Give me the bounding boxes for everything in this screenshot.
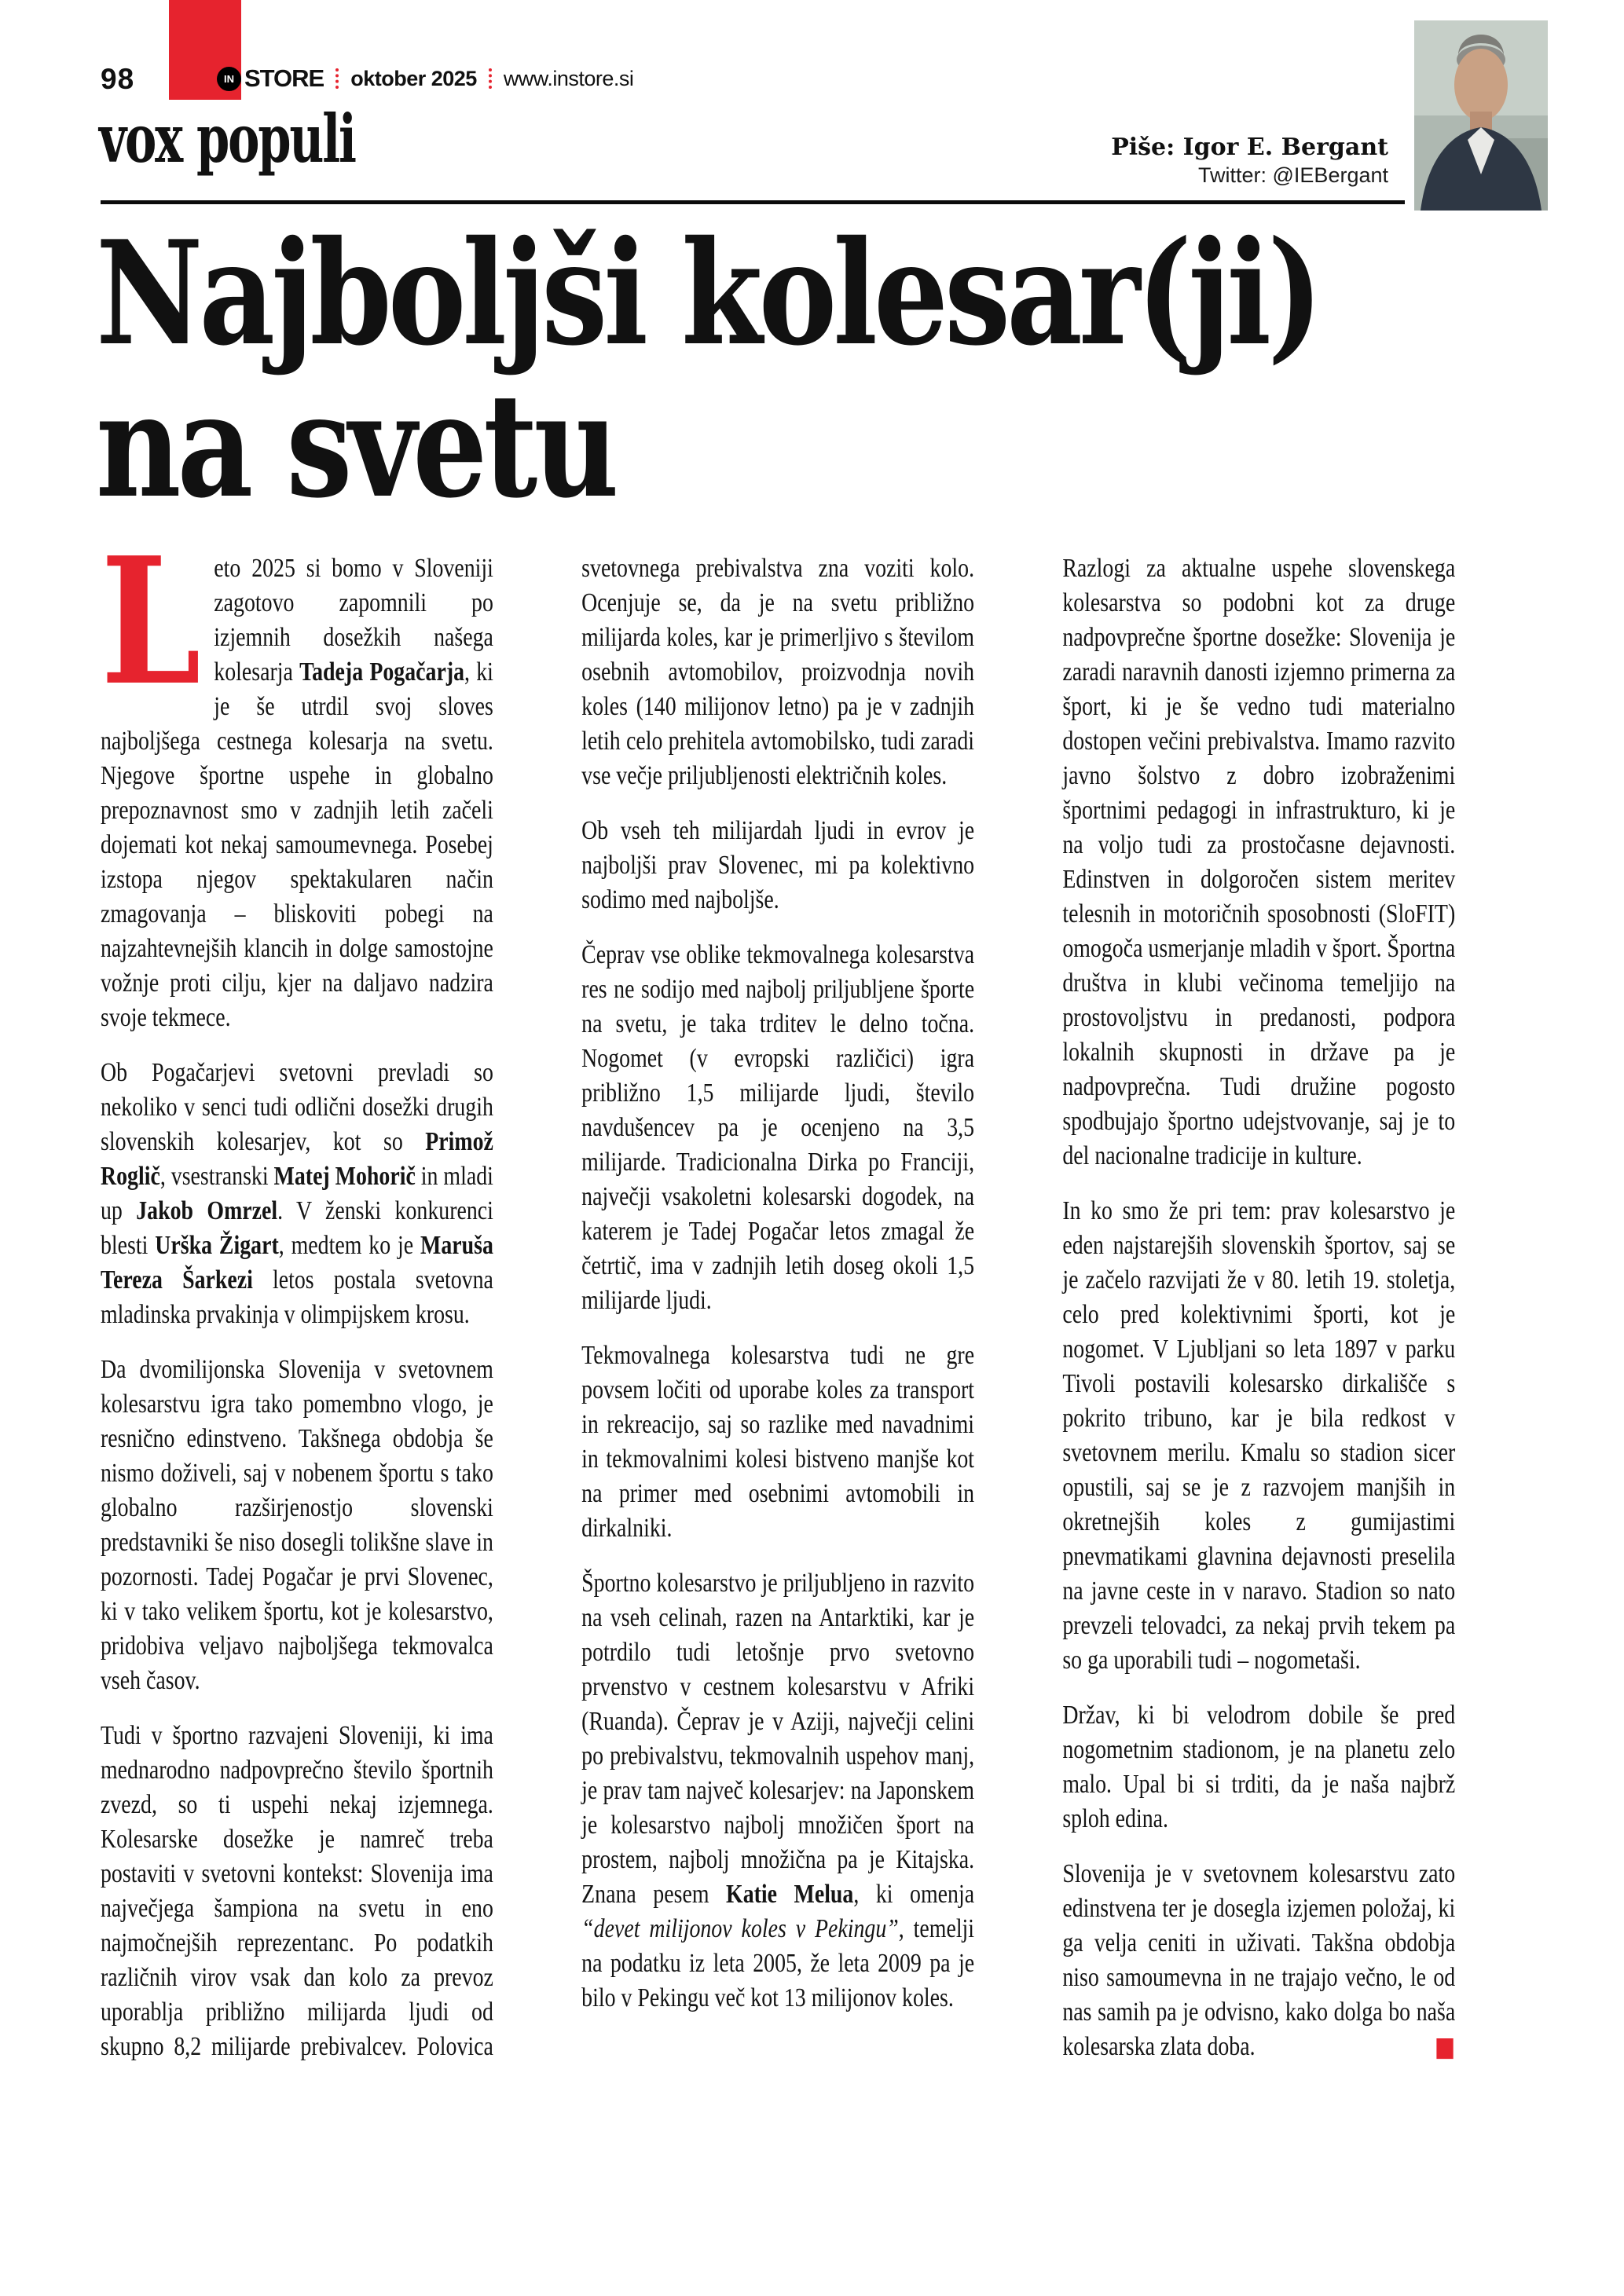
author-photo bbox=[1414, 20, 1548, 211]
article-paragraph: Leto 2025 si bomo v Sloveniji zagotovo zapomnili po izjemnih dosežkih našega kolesarja Tadeja Pogačarja, ki je še utrdil svoj sloves najboljšega cestnega kolesarja na svetu. Njegove športne uspehe in globalno prepoznavnost smo v zadnjih letih začeli dojemati kot nekaj samoumevnega. Posebej izstopa njegov spektakularen način zmagovanja – bliskoviti pobegi na najzahtevnejših klancih in dolge samostojne vožnje proti cilju, kjer na daljavo nadzira svoje tekmece. bbox=[101, 520, 493, 1032]
article-paragraph: Tudi v športno razvajeni Sloveniji, ki ima mednarodno nadpovprečno število športnih zvezd, so ti uspehi nekaj izjemnega. Kolesarske dosežke je namreč treba postaviti v svetovni kontekst: Slovenija ima največjega šampiona na svetu in eno najmočnejših reprezentanc. Po podatkih različnih virov vsak dan kolo za prevoz uporablja približno milijarda ljudi od skupno 8,2 milijarde prebivalcev. Polovica svetovnega prebivalstva zna voziti kolo. Ocenjuje se, da je na svetu približno milijarda koles, kar je primerljivo s številom osebnih avtomobilov, proizvodnja novih koles (140 milijonov letno) pa je v zadnjih letih celo prehitela avtomobilsko, tudi zaradi vse večje priljubljenosti električnih koles. bbox=[101, 554, 975, 2061]
section-rule bbox=[101, 200, 1405, 204]
author-credit: Piše: Igor E. Bergant bbox=[1111, 134, 1388, 161]
article-paragraph: Športno kolesarstvo je priljubljeno in razvito na vseh celinah, razen na Antarktiki, kar je potrdilo tudi letošnje prvo svetovno prvenstvo v cestnem kolesarstvu v Afriki (Ruanda). Čeprav je v Aziji, največji celini po prebivalstvu, tekmovalnih uspehov manj, je prav tam največ kolesarjev: na Japonskem je kolesarstvo najbolj množičen šport na prostem, najbolj množična pa je Kitajska. Znana pesem Katie Melua, ki omenja “devet milijonov koles v Pekingu”, temelji na podatku iz leta 2005, že leta 2009 pa je bilo v Pekingu več kot 13 milijonov koles. bbox=[581, 1569, 975, 2012]
article-paragraph: Ob vseh teh milijardah ljudi in evrov je najboljši prav Slovenec, mi pa kolektivno sodimo med najboljše. bbox=[581, 816, 975, 914]
headline bbox=[96, 209, 1319, 529]
author-twitter: Twitter: @IEBergant bbox=[1198, 163, 1388, 187]
article-paragraph: Čeprav vse oblike tekmovalnega kolesarstva res ne sodijo med najbolj priljubljene športe na svetu, je taka trditev le delno točna. Nogomet (v evropski različici) igra približno 1,5 milijarde ljudi, število navdušencev pa je ocenjeno na 3,5 milijarde. Tradicionalna Dirka po Franciji, največji vsakoletni kolesarski dogodek, na katerem je Tadej Pogačar letos zmagal že četrtič, ima v zadnjih letih doseg okoli 1,5 milijarde ljudi. bbox=[581, 940, 975, 1315]
header-divider bbox=[335, 68, 339, 89]
issue-date: oktober 2025 bbox=[350, 66, 477, 90]
section-title: vox populi bbox=[99, 100, 355, 178]
article-end-marker: ■ bbox=[1434, 2031, 1456, 2063]
article-paragraph: Ob Pogačarjevi svetovni prevladi so nekoliko v senci tudi odlični dosežki drugih slovenskih kolesarjev, kot so Primož Roglič, vsestranski Matej Mohorič in mladi up Jakob Omrzel. V ženski konkurenci blesti Urška Žigart, medtem ko je Maruša Tereza Šarkezi letos postala svetovna mladinska prvakinja v olimpijskem krosu. bbox=[101, 1058, 493, 1329]
page-header bbox=[217, 64, 633, 93]
article-paragraph: Slovenija je v svetovnem kolesarstvu zato edinstvena ter je dosegla izjemen položaj, ki ga velja ceniti in uživati. Takšna obdobja niso samoumevna in ne trajajo večno, le od nas samih pa je odvisno, kako dolga bo naša kolesarska zlata doba. ■ bbox=[1062, 1859, 1456, 2063]
article-paragraph: Držav, ki bi velodrom dobile še pred nogometnim stadionom, je na planetu zelo malo. Upal bi si trditi, da je naša najbrž sploh edina. bbox=[1062, 1701, 1456, 1833]
logo-store-text: STORE bbox=[244, 64, 324, 92]
article-paragraph: In ko smo že pri tem: prav kolesarstvo je eden najstarejših slovenskih športov, saj se je začelo razvijati že v 80. letih 19. stoletja, celo pred kolektivnimi športi, kot je nogomet. V Ljubljani so leta 1897 v parku Tivoli postavili kolesarsko dirkališče s pokrito tribuno, kar je bila redkost v svetovnem merilu. Kmalu so stadion sicer opustili, saj se je z razvojem manjših in okretnejših koles z gumijastimi pnevmatikami glavnina dejavnosti preselila na javne ceste in v naravo. Stadion so nato prevzeli telovadci, za nekaj prvih tekem pa so ga uporabili tudi – nogometaši. bbox=[1062, 1196, 1456, 1675]
article-body bbox=[101, 520, 1456, 2064]
headline-line-1: Najboljši kolesar(ji) bbox=[96, 209, 1319, 377]
byline bbox=[1111, 134, 1388, 189]
header-divider bbox=[489, 68, 492, 89]
headline-line-2: na svetu bbox=[96, 361, 615, 529]
drop-cap: L bbox=[101, 520, 201, 724]
article-paragraph: Razlogi za aktualne uspehe slovenskega kolesarstva so podobni kot za druge nadpovprečne športne dosežke: Slovenija je zaradi naravnih danosti izjemno primerna za šport, ki je še vedno tudi materialno dostopen večini prebivalstva. Imamo razvito javno šolstvo z dobro izobraženimi športnimi pedagogi in infrastrukturo, ki je na voljo tudi za prostočasne dejavnosti. Edinstven in dolgoročen sistem meritev telesnih in motoričnih sposobnosti (SloFIT) omogoča usmerjanje mladih v šport. Športna društva in klubi večinoma temeljijo na prostovoljstvu in predanosti, podpora lokalnih skupnosti in države pa je nadpovprečna. Tudi družine pogosto spodbujajo športno udejstvovanje, saj je to del nacionalne tradicije in kulture. bbox=[1062, 554, 1456, 1170]
logo-in-circle-icon: IN bbox=[217, 67, 241, 91]
website-url: www.instore.si bbox=[503, 66, 634, 90]
article-paragraph: Da dvomilijonska Slovenija v svetovnem kolesarstvu igra tako pomembno vlogo, je resnično edinstveno. Takšnega obdobja še nismo doživeli, saj v nobenem športu s tako globalno razširjenostjo slovenski predstavniki še niso dosegli tolikšne slave in pozornosti. Tadej Pogačar je prvi Slovenec, ki v tako velikem športu, kot je kolesarstvo, pridobiva veljavo najboljšega tekmovalca vseh časov. bbox=[101, 1355, 493, 1695]
article-paragraph: Tekmovalnega kolesarstva tudi ne gre povsem ločiti od uporabe koles za transport in rekreacijo, saj so razlike med navadnimi in tekmovalnimi kolesi bistveno manjše kot na primer med osebnimi avtomobili in dirkalniki. bbox=[581, 1341, 975, 1543]
page-number: 98 bbox=[101, 63, 135, 95]
author-photo-image bbox=[1414, 20, 1548, 211]
